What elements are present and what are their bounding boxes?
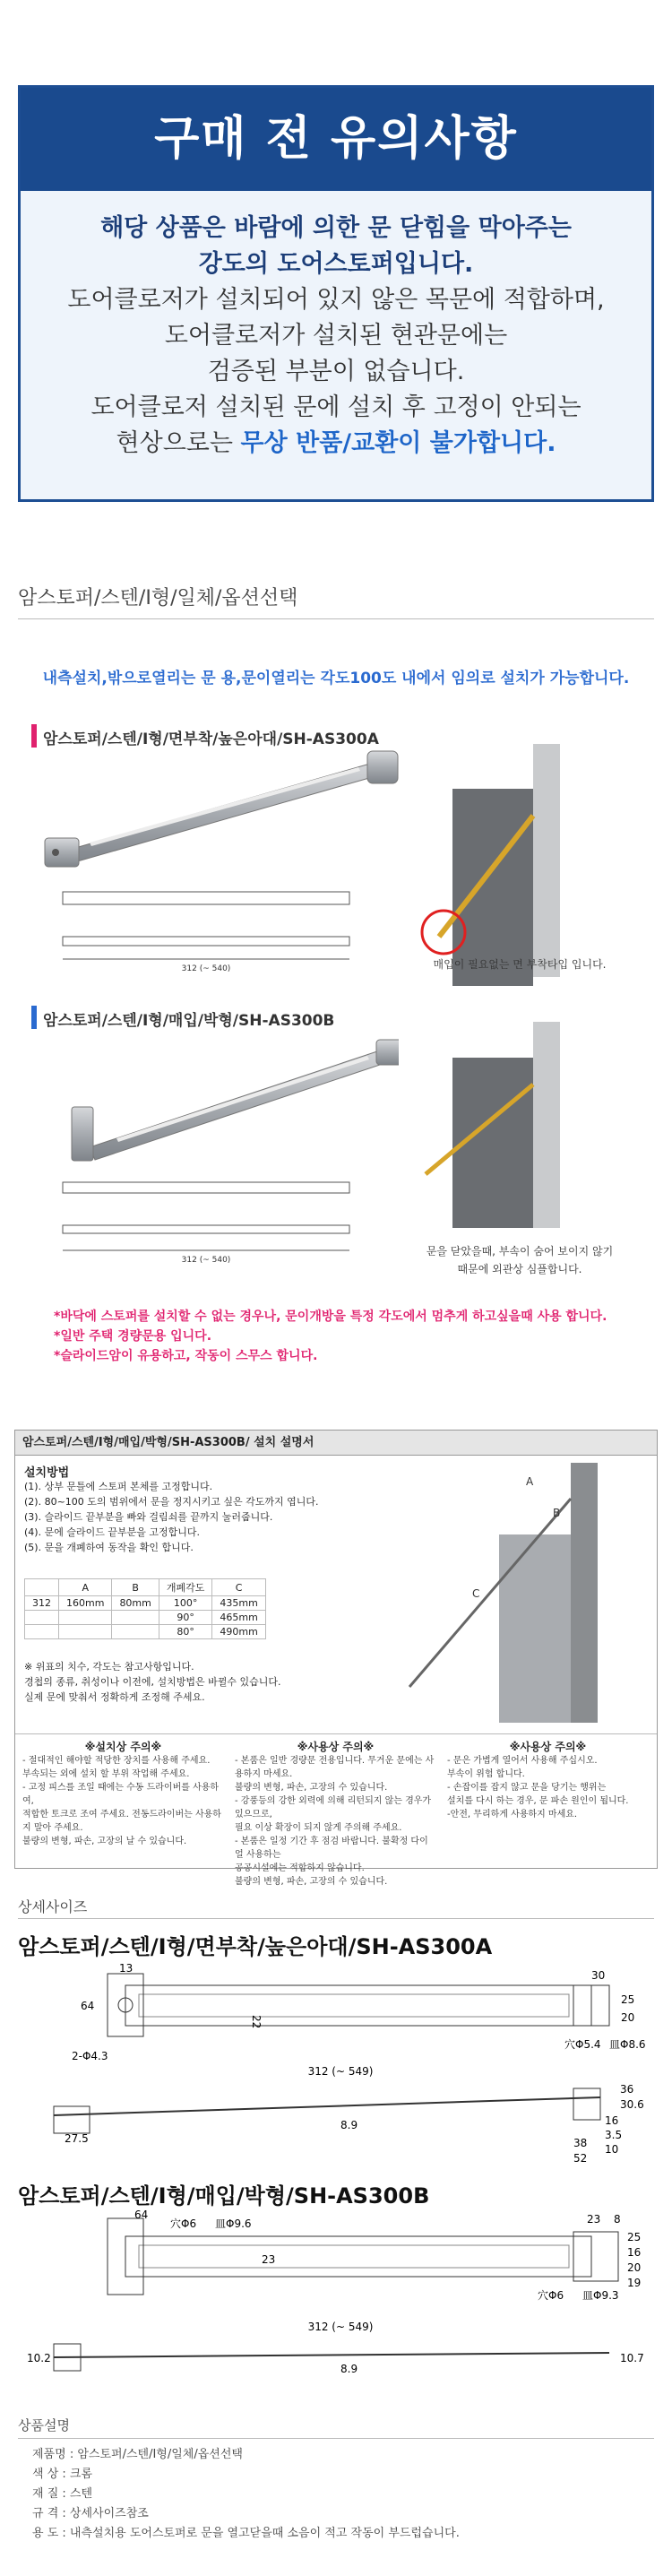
guide-step: (3). 슬라이드 끝부분을 빠와 걸림쇠를 끝까지 눌러줍니다. bbox=[24, 1511, 273, 1523]
table-cell bbox=[25, 1611, 59, 1625]
dim: 穴Φ6 bbox=[538, 2289, 564, 2302]
caution-line: - 본품은 일정 기간 후 점검 바랍니다. 불확정 다이얼 사용하는 bbox=[235, 1837, 428, 1860]
slider-end bbox=[573, 2232, 618, 2281]
dim: 穴Φ5.4 bbox=[564, 2038, 601, 2051]
dim: 36 bbox=[620, 2083, 634, 2096]
base-side bbox=[54, 2106, 90, 2133]
table-cell: B bbox=[112, 1579, 159, 1596]
info-row: 제품명 : 암스토퍼/스텐/I형/일체/옵션선택 bbox=[32, 2448, 243, 2461]
table-cell: A bbox=[59, 1579, 112, 1596]
dim: 3.5 bbox=[605, 2129, 623, 2141]
table-cell: C bbox=[212, 1579, 265, 1596]
arm-slot bbox=[139, 1994, 569, 2017]
dim: 19 bbox=[627, 2277, 642, 2289]
dim: 8.9 bbox=[340, 2363, 358, 2375]
notice-line-5: 검증된 부분이 없습니다. bbox=[207, 358, 465, 385]
dim: 30 bbox=[591, 1969, 606, 1982]
info-key: 규 격 bbox=[32, 2507, 59, 2520]
install-guide bbox=[14, 1430, 658, 1887]
table-cell bbox=[112, 1611, 159, 1625]
table-cell bbox=[25, 1625, 59, 1639]
detail-a-drawing bbox=[18, 1963, 654, 2169]
detail-a-title: 암스토퍼/스텐/I형/면부착/높은아대/SH-AS300A bbox=[18, 1934, 493, 1959]
table-cell: 160mm bbox=[59, 1596, 112, 1611]
table-cell bbox=[25, 1579, 59, 1596]
dim: 16 bbox=[605, 2114, 619, 2127]
guide-note: 경첩의 종류, 취성이나 이전에, 설치방법은 바뀔수 있습니다. bbox=[24, 1676, 281, 1688]
dim: 16 bbox=[627, 2246, 642, 2259]
angle-table bbox=[24, 1578, 266, 1639]
dim: 皿Φ9.3 bbox=[582, 2289, 619, 2302]
dim: 312 (~ 549) bbox=[307, 2321, 374, 2333]
warning-1: *바닥에 스토퍼를 설치할 수 없는 경우나, 문이개방을 특정 각도에서 멈추게 하고싶을때 사용 합니다. bbox=[54, 1310, 607, 1324]
guide-title: 암스토퍼/스텐/I형/매입/박형/SH-AS300B/ 설치 설명서 bbox=[15, 1431, 657, 1456]
option-b-caption-2: 때문에 외관상 심플합니다. bbox=[457, 1263, 582, 1275]
option-headline: 내측설치,밖으로열리는 문 용,문이열리는 각도100도 내에서 임의로 설치가 가능합니다. bbox=[42, 670, 630, 687]
table-row bbox=[25, 1596, 266, 1611]
guide-step: (4). 문에 슬라이드 끝부분을 고정합니다. bbox=[24, 1526, 200, 1538]
option-b-label: 암스토퍼/스텐/I형/매입/박형/SH-AS300B bbox=[43, 1012, 335, 1030]
divider bbox=[18, 618, 654, 619]
table-cell: 435mm bbox=[212, 1596, 265, 1611]
dim: 8.9 bbox=[340, 2119, 358, 2131]
info-value: 내측설치용 도어스토퍼로 문을 열고닫을때 소음이 적고 작동이 부드럽습니다. bbox=[69, 2527, 460, 2540]
notice-line-2: 강도의 도어스토퍼입니다. bbox=[198, 250, 474, 278]
slider-side bbox=[573, 2088, 600, 2120]
dim: 20 bbox=[627, 2261, 642, 2274]
dim: 64 bbox=[134, 2209, 149, 2221]
info-key: 재 질 bbox=[32, 2487, 59, 2501]
dim: 10 bbox=[605, 2143, 619, 2156]
arm-bracket bbox=[367, 751, 398, 783]
dim: 10.7 bbox=[620, 2352, 644, 2364]
guide-diagram bbox=[392, 1463, 651, 1723]
dim: 皿Φ8.6 bbox=[609, 2038, 646, 2051]
caution-line: 적합한 토크로 조여 주세요. 전동드라이버는 사용하지 말아 주세요. bbox=[22, 1810, 221, 1833]
option-warnings bbox=[54, 1307, 645, 1366]
info-value: 크롬 bbox=[69, 2468, 93, 2481]
table-cell: 80mm bbox=[112, 1596, 159, 1611]
notice-line-4: 도어클로저가 설치된 현관문에는 bbox=[164, 322, 508, 350]
option-b-product-image bbox=[36, 1031, 412, 1165]
divider bbox=[18, 2438, 654, 2439]
notice-line-1: 해당 상품은 바람에 의한 문 닫힘을 막아주는 bbox=[100, 214, 572, 242]
dim: 8 bbox=[614, 2213, 621, 2226]
option-a-product-image bbox=[36, 744, 412, 869]
option-a-installed-photo bbox=[399, 744, 632, 986]
detail-section-title: 상세사이즈 bbox=[18, 1898, 88, 1915]
info-row: 용 도 : 내측설치용 도어스토퍼로 문을 열고닫을때 소음이 적고 작동이 부드럽습니다. bbox=[32, 2527, 460, 2540]
option-b-tech-drawing bbox=[54, 1170, 376, 1273]
caution-line: 불량의 변형, 파손, 고장의 수 있습니다. bbox=[235, 1877, 388, 1887]
notice-banner bbox=[18, 85, 654, 502]
door-frame bbox=[533, 1022, 560, 1228]
product-info-list bbox=[32, 2445, 642, 2544]
notice-line-7 bbox=[21, 426, 651, 462]
divider bbox=[15, 1733, 657, 1734]
drawing-bar-side bbox=[63, 937, 349, 946]
dim-text-312: 312 (~ 540) bbox=[181, 1256, 231, 1265]
arm-slot bbox=[139, 2245, 569, 2268]
notice-body bbox=[21, 191, 651, 499]
caution-line: 설치를 다시 하는 경우, 문 파손 원인이 됩니다. bbox=[447, 1796, 629, 1806]
caution-line: 공공시설에는 적합하지 않습니다. bbox=[235, 1863, 365, 1873]
info-value: 암스토퍼/스텐/I형/일체/옵션선택 bbox=[77, 2448, 243, 2461]
info-key: 색 상 bbox=[32, 2468, 59, 2481]
dim: 皿Φ9.6 bbox=[215, 2217, 252, 2230]
dim: 22 bbox=[250, 2015, 263, 2029]
caution-line: - 절대적인 해야할 적당한 장치를 사용해 주세요. bbox=[22, 1756, 211, 1766]
caution-line: - 고정 피스를 조일 때에는 수동 드라이버를 사용하여, bbox=[22, 1783, 220, 1806]
option-a-caption: 매입이 필요없는 면 부착타입 입니다. bbox=[433, 958, 607, 971]
divider bbox=[18, 1918, 654, 1919]
guide-steps bbox=[24, 1479, 365, 1555]
dim: 27.5 bbox=[65, 2132, 89, 2145]
arm-slot bbox=[90, 767, 360, 846]
caution-title: ※사용상 주의※ bbox=[297, 1741, 375, 1753]
caution-title: ※사용상 주의※ bbox=[509, 1741, 587, 1753]
info-row: 재 질 : 스텐 bbox=[32, 2487, 93, 2501]
table-header-row bbox=[25, 1579, 266, 1596]
caution-line: -안전, 무리하게 사용하지 마세요. bbox=[447, 1810, 578, 1820]
dim: 13 bbox=[119, 1963, 134, 1975]
table-cell: 100° bbox=[159, 1596, 212, 1611]
option-a-label: 암스토퍼/스텐/I형/면부착/높은아대/SH-AS300A bbox=[43, 730, 379, 748]
detail-b-drawing bbox=[18, 2209, 654, 2389]
caution-line: 필요 이상 확장이 되지 않게 주의해 주세요. bbox=[235, 1823, 402, 1833]
caution-line: 부속되는 외에 설치 할 부위 작업해 주세요. bbox=[22, 1769, 190, 1779]
caution-line: - 손잡이를 잡지 않고 문을 당기는 행위는 bbox=[447, 1783, 607, 1793]
dim: 23 bbox=[587, 2213, 601, 2226]
table-cell: 개폐각도 bbox=[159, 1579, 212, 1596]
table-row bbox=[25, 1625, 266, 1639]
table-cell: 90° bbox=[159, 1611, 212, 1625]
option-a-tech-drawing bbox=[54, 883, 376, 981]
info-row: 색 상 : 크롬 bbox=[32, 2468, 93, 2481]
guide-notes bbox=[24, 1659, 374, 1705]
caution-line: 불량의 변형, 파손, 고장의 수 있습니다. bbox=[235, 1783, 388, 1793]
notice-title: 구매 전 유의사항 bbox=[21, 88, 651, 191]
warning-3: *슬라이드암이 유용하고, 작동이 스무스 합니다. bbox=[54, 1349, 318, 1363]
caution-line: - 문은 가볍게 열어서 사용해 주십시오. bbox=[447, 1756, 598, 1766]
dim: 38 bbox=[573, 2137, 588, 2149]
dim: 30.6 bbox=[620, 2098, 644, 2111]
dim: 2-Φ4.3 bbox=[72, 2050, 108, 2062]
guide-method-title: 설치방법 bbox=[24, 1466, 70, 1480]
drawing-bar-top bbox=[63, 1182, 349, 1193]
notice-line-6: 도어클로저 설치된 문에 설치 후 고정이 안되는 bbox=[90, 393, 582, 421]
table-row bbox=[25, 1611, 266, 1625]
caution-usage-2 bbox=[447, 1741, 649, 1821]
dim: 23 bbox=[262, 2253, 276, 2266]
caution-line: 부속이 위험 합니다. bbox=[447, 1769, 525, 1779]
door-panel bbox=[499, 1534, 571, 1723]
arm-base-plate bbox=[45, 838, 79, 867]
table-cell bbox=[59, 1611, 112, 1625]
dim: 穴Φ6 bbox=[170, 2217, 197, 2230]
guide-note: 실제 문에 맞춰서 정확하게 조정해 주세요. bbox=[24, 1691, 205, 1703]
arm-top-view bbox=[125, 2236, 591, 2277]
label-a: A bbox=[526, 1475, 534, 1488]
table-cell: 312 bbox=[25, 1596, 59, 1611]
info-value: 스텐 bbox=[69, 2487, 93, 2501]
dim: 10.2 bbox=[27, 2352, 51, 2364]
option-section-title: 암스토퍼/스텐/I형/일체/옵션선택 bbox=[18, 587, 298, 609]
info-key: 용 도 bbox=[32, 2527, 59, 2540]
product-info-title: 상품설명 bbox=[18, 2417, 70, 2433]
notice-emphasis: 무상 반품/교환이 불가합니다. bbox=[240, 429, 556, 457]
arm-base-plate bbox=[72, 1107, 93, 1161]
option-b-caption-1: 문을 닫았을때, 부속이 숨어 보이지 않기 bbox=[426, 1245, 614, 1258]
guide-step: (2). 80~100 도의 범위에서 문을 정지시키고 싶은 각도까지 엽니다. bbox=[24, 1496, 319, 1508]
arm-top-view bbox=[125, 1985, 591, 2029]
caution-title: ※설치상 주의※ bbox=[84, 1741, 162, 1753]
option-b-installed-photo bbox=[399, 1022, 632, 1291]
table-cell bbox=[112, 1625, 159, 1639]
dim: 25 bbox=[627, 2231, 642, 2243]
caution-line: - 본품은 일반 경량문 전용입니다. 무거운 문에는 사용하지 마세요. bbox=[235, 1756, 435, 1779]
dim: 25 bbox=[621, 1993, 635, 2006]
door-frame bbox=[533, 744, 560, 977]
caution-install bbox=[22, 1741, 224, 1848]
caution-usage bbox=[235, 1741, 436, 1889]
option-b-marker bbox=[31, 1006, 37, 1029]
dim-text-312: 312 (~ 540) bbox=[181, 964, 231, 973]
table-cell bbox=[59, 1625, 112, 1639]
info-key: 제품명 bbox=[32, 2448, 66, 2461]
caution-line: - 강풍등의 강한 외력에 의해 리턴되지 않는 경우가 있으므로, bbox=[235, 1796, 432, 1820]
dim: 20 bbox=[621, 2011, 635, 2024]
notice-line-7-prefix: 현상으로는 bbox=[116, 429, 241, 457]
table-cell: 465mm bbox=[212, 1611, 265, 1625]
screw-hole bbox=[52, 849, 59, 856]
label-b: B bbox=[553, 1507, 561, 1519]
arm-side-view bbox=[54, 2097, 600, 2115]
arm-slot bbox=[116, 1056, 369, 1142]
warning-2: *일반 주택 경량문용 입니다. bbox=[54, 1329, 212, 1344]
guide-step: (5). 문을 개폐하여 동작을 확인 합니다. bbox=[24, 1542, 194, 1553]
drawing-bar-side bbox=[63, 1225, 349, 1233]
info-value: 상세사이즈참조 bbox=[69, 2507, 149, 2520]
detail-b-title: 암스토퍼/스텐/I형/매입/박형/SH-AS300B bbox=[18, 2183, 430, 2209]
label-c: C bbox=[472, 1587, 480, 1600]
caution-line: 불량의 변형, 파손, 고장의 날 수 있습니다. bbox=[22, 1837, 187, 1846]
door-panel bbox=[452, 789, 533, 986]
notice-line-3: 도어클로저가 설치되어 있지 않은 목문에 적합하며, bbox=[67, 286, 605, 314]
guide-note: ※ 위표의 치수, 각도는 참고사항입니다. bbox=[24, 1661, 194, 1673]
dim: 52 bbox=[573, 2152, 588, 2165]
info-row: 규 격 : 상세사이즈참조 bbox=[32, 2507, 149, 2520]
arm-side-view bbox=[54, 2353, 609, 2357]
table-cell: 80° bbox=[159, 1625, 212, 1639]
guide-step: (1). 상부 문틀에 스토퍼 본체를 고정합니다. bbox=[24, 1481, 213, 1492]
dim: 64 bbox=[81, 2000, 95, 2012]
dim: 312 (~ 549) bbox=[307, 2065, 374, 2078]
drawing-bar-top bbox=[63, 892, 349, 904]
door-frame bbox=[571, 1463, 598, 1723]
table-cell: 490mm bbox=[212, 1625, 265, 1639]
